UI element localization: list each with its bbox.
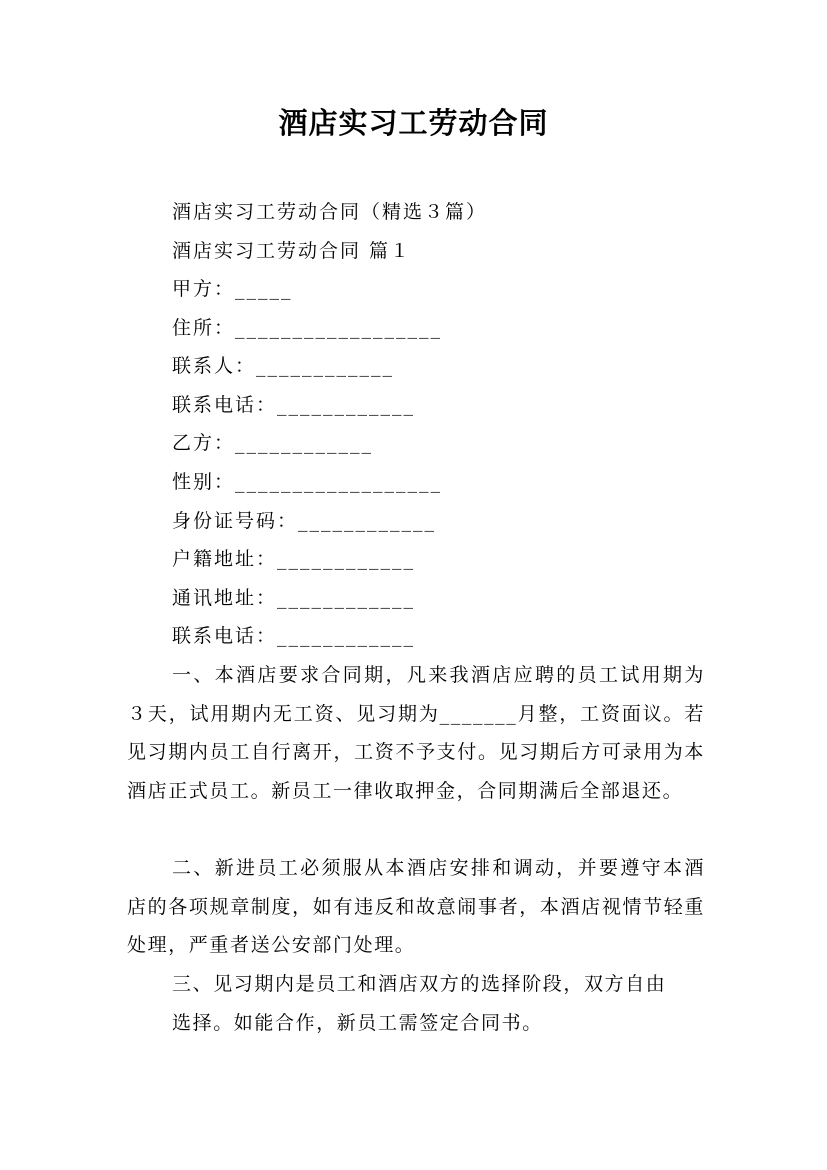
field-contact-phone-2: 联系电话：____________ (172, 625, 416, 647)
section-heading: 酒店实习工劳动合同 篇１ (172, 240, 412, 262)
clause-3-line-2: 选择。如能合作，新员工需签定合同书。 (172, 1011, 543, 1034)
field-mailing-address: 通讯地址：____________ (172, 587, 416, 609)
document-subtitle: 酒店实习工劳动合同（精选３篇） (172, 201, 488, 223)
clause-1: 一、本酒店要求合同期，凡来我酒店应聘的员工试用期为３天，试用期内无工资、见习期为_______月整，工资面议。若见习期内员工自行离开，工资不予支付。见习期后方可录用为本酒店正式员工。新员工一律收取押金，合同期满后全部退还。 (127, 664, 705, 802)
field-id-number: 身份证号码：____________ (172, 510, 437, 532)
document-title: 酒店实习工劳动合同 (278, 106, 549, 140)
clause-3 (127, 965, 705, 1042)
field-contact-person: 联系人：____________ (172, 355, 395, 377)
field-gender: 性别：__________________ (172, 471, 443, 493)
field-address: 住所：__________________ (172, 317, 443, 339)
clause-2: 二、新进员工必须服从本酒店安排和调动，并要遵守本酒店的各项规章制度，如有违反和故意闹事者，本酒店视情节轻重处理，严重者送公安部门处理。 (127, 857, 705, 956)
field-contact-phone: 联系电话：____________ (172, 394, 416, 416)
field-party-a: 甲方：_____ (172, 278, 293, 300)
field-household-address: 户籍地址：____________ (172, 548, 416, 570)
clause-3-line-1: 三、见习期内是员工和酒店双方的选择阶段，双方自由 (172, 973, 667, 995)
field-party-b: 乙方：____________ (172, 432, 374, 454)
